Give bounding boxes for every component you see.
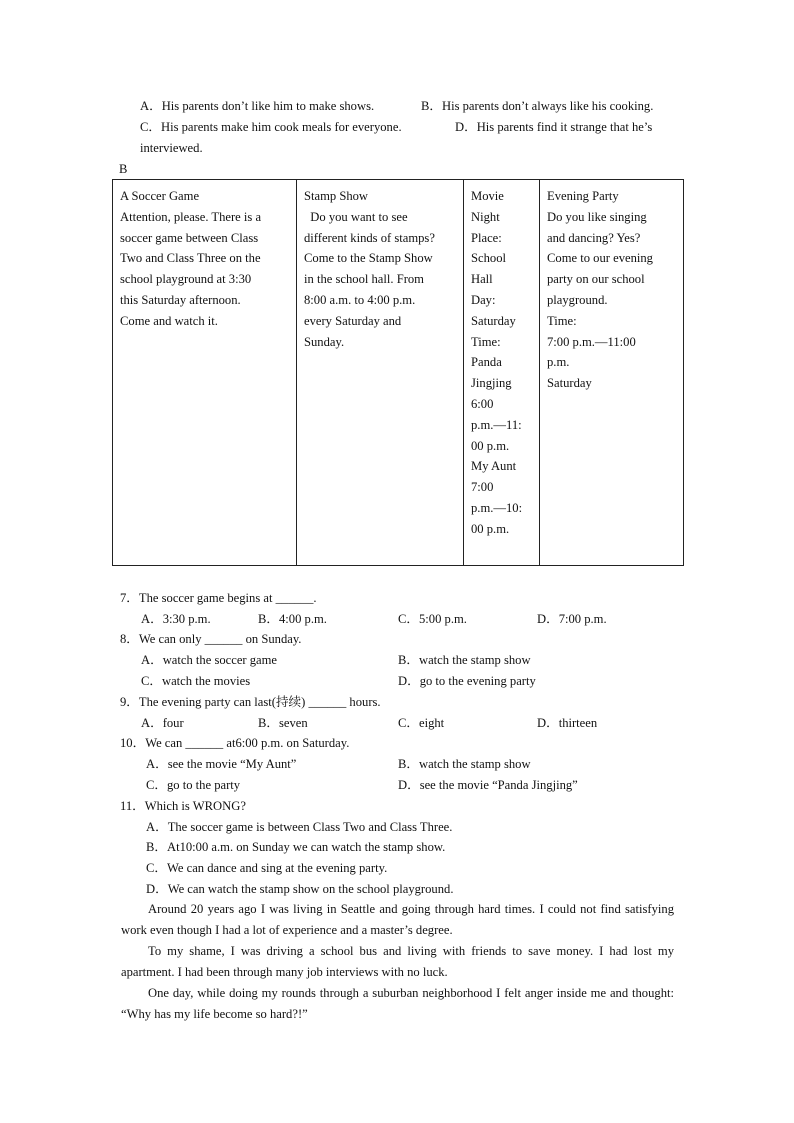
party-line: party on our school bbox=[547, 272, 645, 287]
soccer-line: Two and Class Three on the bbox=[120, 251, 261, 266]
prev-option-d-continued: interviewed. bbox=[140, 141, 203, 155]
q10-option-b: B．watch the stamp show bbox=[398, 757, 531, 771]
passage-paragraph-3: One day, while doing my rounds through a suburban neighborhood I felt anger inside me and thought: “Why has my life become so hard?!” bbox=[121, 986, 674, 1021]
q8-stem: 8．We can only ______ on Sunday. bbox=[120, 632, 302, 646]
q11-option-b: B．At10:00 a.m. on Sunday we can watch the stamp show. bbox=[146, 840, 446, 854]
movie-line: Panda bbox=[471, 355, 502, 370]
q7-option-d: D．7:00 p.m. bbox=[537, 612, 607, 626]
stamp-line: Come to the Stamp Show bbox=[304, 251, 433, 266]
soccer-line: soccer game between Class bbox=[120, 230, 259, 245]
prev-option-a: A．His parents don’t like him to make shows. bbox=[140, 99, 375, 113]
party-line: Do you like singing bbox=[547, 209, 647, 224]
q11-stem: 11．Which is WRONG? bbox=[120, 799, 246, 813]
prev-option-b: B．His parents don’t always like his cooking. bbox=[421, 99, 654, 113]
q8-option-b: B．watch the stamp show bbox=[398, 653, 531, 667]
movie-line: My Aunt bbox=[471, 459, 517, 474]
movie-line: Night bbox=[471, 209, 500, 224]
stamp-line: every Saturday and bbox=[304, 313, 402, 328]
q9-option-d: D．thirteen bbox=[537, 716, 598, 730]
q7-option-b: B．4:00 p.m. bbox=[258, 612, 327, 626]
party-line: Come to our evening bbox=[547, 251, 653, 266]
movie-line: 00 p.m. bbox=[471, 438, 510, 453]
q7-option-c: C．5:00 p.m. bbox=[398, 612, 467, 626]
movie-line: Time: bbox=[471, 334, 501, 349]
q8-option-d: D．go to the evening party bbox=[398, 674, 536, 688]
movie-line: 7:00 bbox=[471, 480, 494, 495]
stamp-line: Sunday. bbox=[304, 334, 345, 349]
soccer-line: school playground at 3:30 bbox=[120, 272, 252, 287]
q11-option-d: D．We can watch the stamp show on the school playground. bbox=[146, 882, 454, 896]
party-line: Saturday bbox=[547, 376, 592, 391]
party-line: playground. bbox=[547, 292, 608, 307]
soccer-line: this Saturday afternoon. bbox=[120, 292, 241, 307]
stamp-line: 8:00 a.m. to 4:00 p.m. bbox=[304, 292, 416, 307]
q8-option-c: C．watch the movies bbox=[141, 674, 251, 688]
q9-option-c: C．eight bbox=[398, 716, 445, 730]
evening-party-title: Evening Party bbox=[547, 189, 619, 203]
movie-line: Hall bbox=[471, 272, 493, 287]
movie-line: Movie bbox=[471, 189, 504, 203]
q9-option-b: B．seven bbox=[258, 716, 308, 730]
q9-option-a: A．four bbox=[141, 716, 184, 730]
notice-table bbox=[112, 179, 684, 566]
prev-option-d: D．His parents find it strange that he’s bbox=[455, 120, 653, 134]
passage-paragraph-1: Around 20 years ago I was living in Seattle and going through hard times. I could not find satisfying work even though I had a lot of experience and a master’s degree. bbox=[121, 902, 674, 937]
q10-option-d: D．see the movie “Panda Jingjing” bbox=[398, 778, 578, 792]
q11-option-c: C．We can dance and sing at the evening party. bbox=[146, 861, 388, 875]
q9-stem: 9．The evening party can last(持续) ______ hours. bbox=[120, 695, 381, 709]
movie-line: Day: bbox=[471, 292, 496, 307]
stamp-line: in the school hall. From bbox=[304, 272, 424, 287]
soccer-line: Come and watch it. bbox=[120, 313, 218, 328]
stamp-show-cell bbox=[297, 180, 464, 566]
movie-line: p.m.—10: bbox=[471, 500, 523, 515]
q8-option-a: A．watch the soccer game bbox=[141, 653, 278, 667]
stamp-line: different kinds of stamps? bbox=[304, 230, 435, 245]
stamp-line: Do you want to see bbox=[304, 209, 408, 224]
q7-stem: 7．The soccer game begins at ______. bbox=[120, 591, 317, 605]
q11-option-a: A．The soccer game is between Class Two and Class Three. bbox=[146, 820, 453, 834]
evening-party-cell bbox=[540, 180, 684, 566]
movie-line: Saturday bbox=[471, 313, 516, 328]
movie-line: School bbox=[471, 251, 506, 266]
movie-line: Jingjing bbox=[471, 376, 512, 391]
q10-option-a: A．see the movie “My Aunt” bbox=[146, 757, 297, 771]
party-line: 7:00 p.m.—11:00 bbox=[547, 334, 636, 349]
soccer-game-title: A Soccer Game bbox=[120, 189, 200, 203]
movie-line: 00 p.m. bbox=[471, 521, 510, 536]
movie-night-cell bbox=[464, 180, 540, 566]
q10-option-c: C．go to the party bbox=[146, 778, 241, 792]
q10-stem: 10．We can ______ at6:00 p.m. on Saturday. bbox=[120, 736, 350, 750]
stamp-show-title: Stamp Show bbox=[304, 189, 369, 203]
movie-line: 6:00 bbox=[471, 396, 494, 411]
section-label: B bbox=[119, 162, 128, 176]
movie-line: p.m.—11: bbox=[471, 417, 522, 432]
party-line: p.m. bbox=[547, 355, 570, 370]
soccer-game-cell bbox=[113, 180, 297, 566]
prev-option-c: C．His parents make him cook meals for everyone. bbox=[140, 120, 402, 134]
party-line: Time: bbox=[547, 313, 577, 328]
movie-line: Place: bbox=[471, 230, 502, 245]
party-line: and dancing? Yes? bbox=[547, 230, 641, 245]
passage-paragraph-2: To my shame, I was driving a school bus and living with friends to save money. I had lost my apartment. I had been through many job interviews with no luck. bbox=[121, 944, 674, 979]
soccer-line: Attention, please. There is a bbox=[120, 209, 262, 224]
q7-option-a: A．3:30 p.m. bbox=[141, 612, 211, 626]
